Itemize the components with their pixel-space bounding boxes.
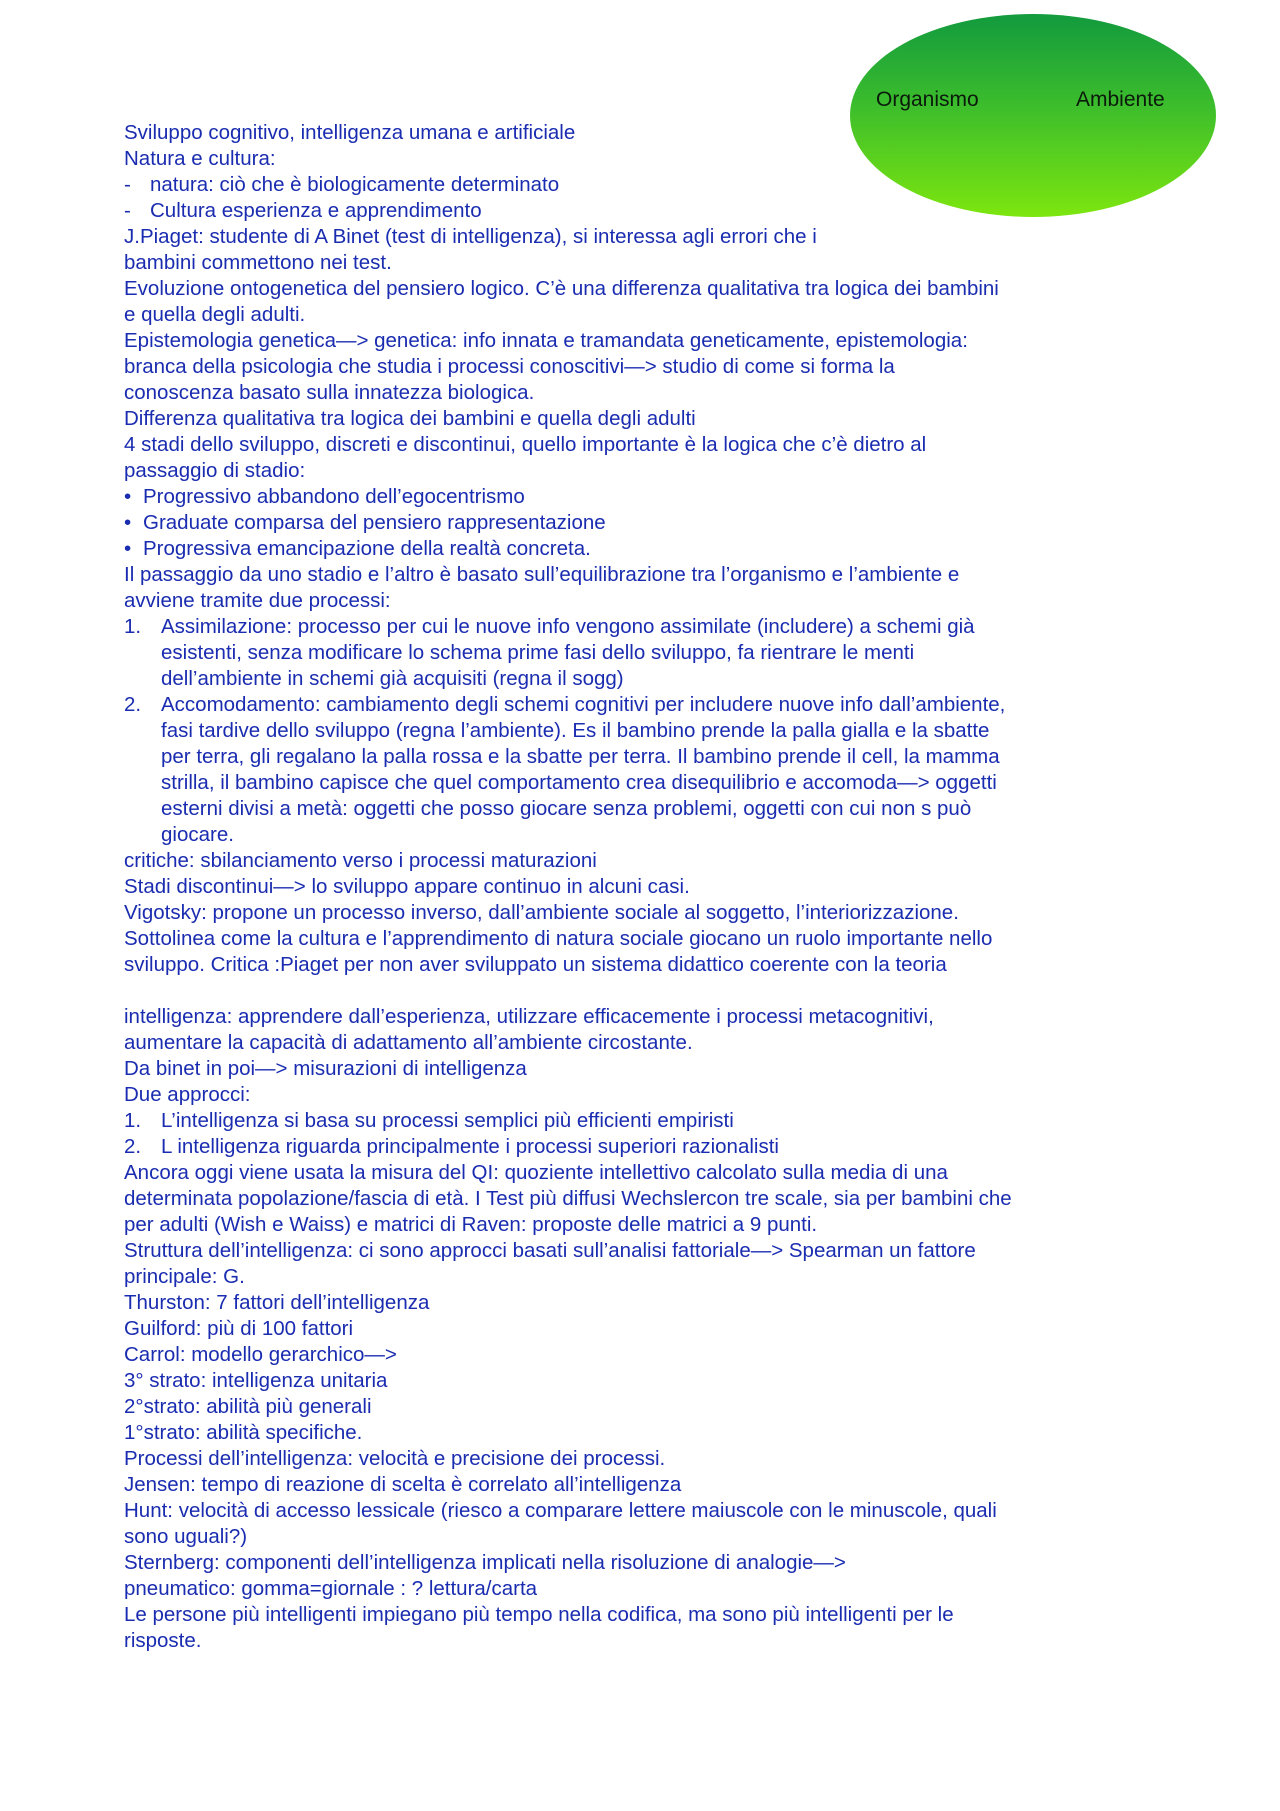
numbered-list-item [124,1134,1204,1160]
text-line: passaggio di stadio: [124,459,306,482]
environment-label: Ambiente [1076,88,1165,111]
dash-marker: - [124,173,131,196]
text-line: 3° strato: intelligenza unitaria [124,1369,388,1392]
text-line: per adulti (Wish e Waiss) e matrici di Raven: proposte delle matrici a 9 punti. [124,1213,818,1236]
text-line: Le persone più intelligenti impiegano più tempo nella codifica, ma sono più intelligenti per le [124,1603,954,1626]
text-line: Differenza qualitativa tra logica dei bambini e quella degli adulti [124,407,696,430]
list-item-line: dell’ambiente in schemi già acquisiti (regna il sogg) [161,667,624,690]
list-item-text [161,614,1204,692]
text-line: intelligenza: apprendere dall’esperienza, utilizzare efficacemente i processi metacognitivi, [124,1005,934,1028]
list-item-line: esistenti, senza modificare lo schema prime fasi dello sviluppo, fa rientrare le menti [161,641,915,664]
list-item-line: esterni divisi a metà: oggetti che posso giocare senza problemi, oggetti con cui non s può [161,797,972,820]
text-line: conoscenza basato sulla innatezza biologica. [124,381,535,404]
text-line: e quella degli adulti. [124,303,306,326]
list-item-line: per terra, gli regalano la palla rossa e la sbatte per terra. Il bambino prende il cell, la mamma [161,745,1000,768]
list-item-text: Progressiva emancipazione della realtà concreta. [143,537,591,560]
text-line: sviluppo. Critica :Piaget per non aver sviluppato un sistema didattico coerente con la teoria [124,953,947,976]
text-line: 4 stadi dello sviluppo, discreti e discontinui, quello importante è la logica che c’è dietro al [124,433,927,456]
text-line: aumentare la capacità di adattamento all’ambiente circostante. [124,1031,693,1054]
paragraph-gap [124,978,1204,1004]
text-line: Thurston: 7 fattori dell’intelligenza [124,1291,430,1314]
list-item-text: Progressivo abbandono dell’egocentrismo [143,485,525,508]
dash-list-item [124,198,1204,224]
text-line: Ancora oggi viene usata la misura del QI: quoziente intellettivo calcolato sulla media di una [124,1161,948,1184]
text-line: Evoluzione ontogenetica del pensiero logico. C’è una differenza qualitativa tra logica dei bambini [124,277,999,300]
text-line: Stadi discontinui—> lo sviluppo appare continuo in alcuni casi. [124,875,690,898]
text-line: risposte. [124,1629,202,1652]
bullet-icon: • [124,485,132,508]
bullet-list-item [124,484,1204,510]
list-item-line: L intelligenza riguarda principalmente i processi superiori razionalisti [161,1135,779,1158]
list-item-line: Accomodamento: cambiamento degli schemi cognitivi per includere nuove info dall’ambiente, [161,693,1006,716]
numbered-list-item [124,614,1204,692]
list-number: 2. [124,1135,142,1158]
list-item-line: Assimilazione: processo per cui le nuove info vengono assimilate (includere) a schemi già [161,615,975,638]
bullet-list-item [124,536,1204,562]
text-line: Due approcci: [124,1083,251,1106]
list-item-text: natura: ciò che è biologicamente determinato [150,173,560,196]
bullet-icon: • [124,537,132,560]
text-line: Sottolinea come la cultura e l’apprendimento di natura sociale giocano un ruolo importante nello [124,927,993,950]
text-line: J.Piaget: studente di A Binet (test di intelligenza), si interessa agli errori che i [124,225,817,248]
list-item-text [161,1134,1204,1160]
text-line: Da binet in poi—> misurazioni di intelligenza [124,1057,527,1080]
document-body [124,120,1204,1654]
list-item-text: Cultura esperienza e apprendimento [150,199,482,222]
numbered-list-item [124,1108,1204,1134]
text-line: critiche: sbilanciamento verso i processi maturazioni [124,849,597,872]
text-line: Il passaggio da uno stadio e l’altro è basato sull’equilibrazione tra l’organismo e l’ambiente e [124,563,960,586]
bullet-list-item [124,510,1204,536]
text-line: Hunt: velocità di accesso lessicale (riesco a comparare lettere maiuscole con le minuscole, quali [124,1499,997,1522]
list-item-line: strilla, il bambino capisce che quel comportamento crea disequilibrio e accomoda—> oggetti [161,771,997,794]
list-number: 2. [124,693,142,716]
text-line: bambini commettono nei test. [124,251,392,274]
text-line: 2°strato: abilità più generali [124,1395,372,1418]
dash-list-item [124,172,1204,198]
text-line: 1°strato: abilità specifiche. [124,1421,363,1444]
list-number: 1. [124,615,142,638]
text-line: branca della psicologia che studia i processi conoscitivi—> studio di come si forma la [124,355,895,378]
list-item-text [161,1108,1204,1134]
list-item-text: Graduate comparsa del pensiero rappresentazione [143,511,606,534]
list-item-line: fasi tardive dello sviluppo (regna l’ambiente). Es il bambino prende la palla gialla e la sbatte [161,719,990,742]
text-line: Epistemologia genetica—> genetica: info innata e tramandata geneticamente, epistemologia: [124,329,968,352]
text-line: Struttura dell’intelligenza: ci sono approcci basati sull’analisi fattoriale—> Spearman un fattore [124,1239,976,1262]
text-line: Jensen: tempo di reazione di scelta è correlato all’intelligenza [124,1473,682,1496]
text-line: Guilford: più di 100 fattori [124,1317,354,1340]
text-line: Sternberg: componenti dell’intelligenza implicati nella risoluzione di analogie—> [124,1551,846,1574]
text-line: Carrol: modello gerarchico—> [124,1343,397,1366]
text-line: sono uguali?) [124,1525,248,1548]
text-line: Processi dell’intelligenza: velocità e precisione dei processi. [124,1447,666,1470]
text-line: avviene tramite due processi: [124,589,391,612]
list-item-line: giocare. [161,823,234,846]
text-line: pneumatico: gomma=giornale : ? lettura/carta [124,1577,538,1600]
text-line: Vigotsky: propone un processo inverso, dall’ambiente sociale al soggetto, l’interiorizzazione. [124,901,959,924]
bullet-icon: • [124,511,132,534]
text-line: determinata popolazione/fascia di età. I Test più diffusi Wechslercon tre scale, sia per bambini che [124,1187,1012,1210]
list-number: 1. [124,1109,142,1132]
organism-label: Organismo [876,88,979,111]
list-item-text [161,692,1204,848]
text-line: Natura e cultura: [124,147,276,170]
list-item-line: L’intelligenza si basa su processi semplici più efficienti empiristi [161,1109,734,1132]
text-line: principale: G. [124,1265,245,1288]
dash-marker: - [124,199,131,222]
numbered-list-item [124,692,1204,848]
text-line: Sviluppo cognitivo, intelligenza umana e artificiale [124,121,576,144]
